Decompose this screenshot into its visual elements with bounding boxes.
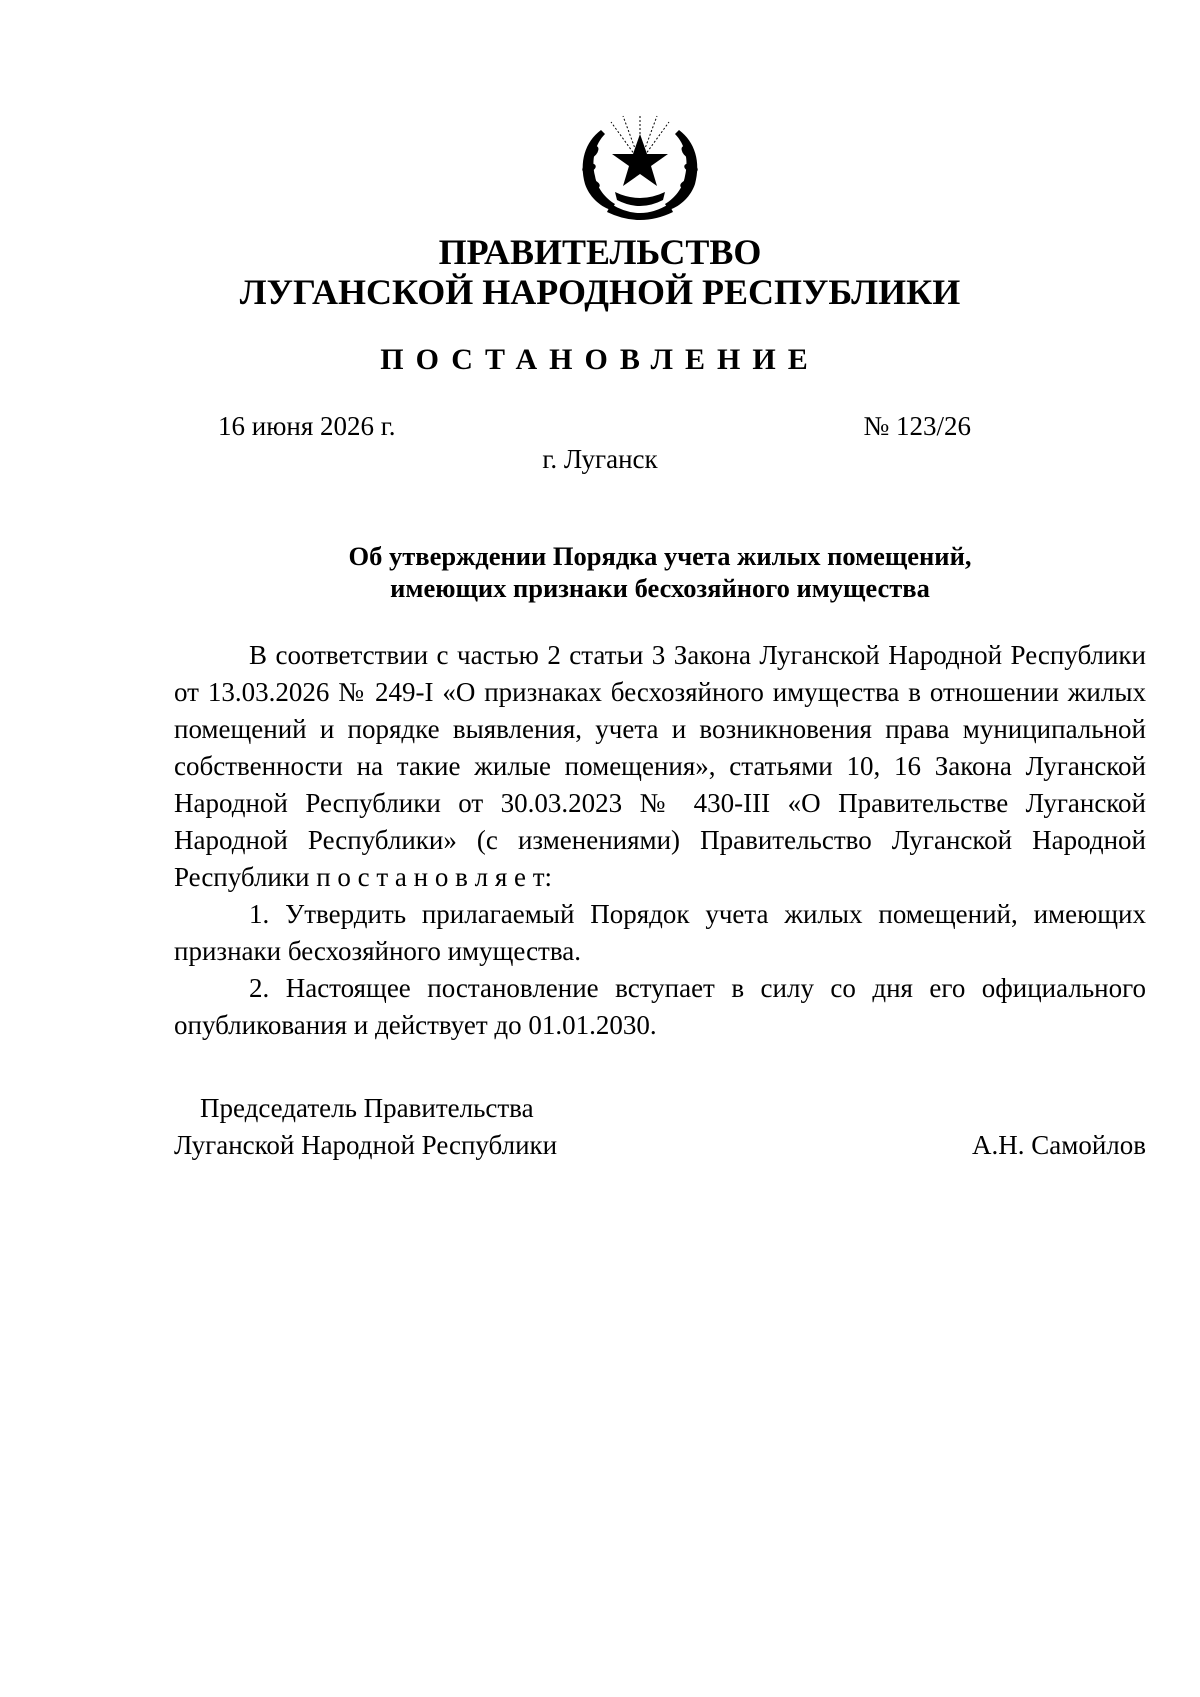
signatory-position <box>174 1090 557 1164</box>
preamble-paragraph <box>174 637 1146 896</box>
position-line2: Луганской Народной Республики <box>174 1130 558 1160</box>
document-date: 16 июня 2026 г. <box>218 411 396 441</box>
government-title-line2: ЛУГАНСКОЙ НАРОДНОЙ РЕСПУБЛИКИ <box>239 272 961 312</box>
document-city: г. Луганск <box>542 444 658 474</box>
item-1: 1. Утвердить прилагаемый Порядок учета жилых помещений, имеющих признаки бесхозяйного имущества. <box>174 899 1146 966</box>
item-2: 2. Настоящее постановление вступает в силу со дня его официального опубликования и действует до 01.01.2030. <box>174 973 1146 1040</box>
document-number: № 123/26 <box>863 411 971 441</box>
government-title-line1: ПРАВИТЕЛЬСТВО <box>438 232 762 272</box>
position-line1: Председатель Правительства <box>200 1093 534 1123</box>
document-type: ПОСТАНОВЛЕНИЕ <box>380 343 820 376</box>
decree-word: п о с т а н о в л я е т: <box>316 862 553 892</box>
document-body <box>174 637 1146 1044</box>
subject-line1: Об утверждении Порядка учета жилых помещений, <box>348 541 972 571</box>
lpr-coat-of-arms-icon <box>571 112 709 222</box>
signatory-name: А.Н. Самойлов <box>972 1130 1146 1160</box>
subject-line2: имеющих признаки бесхозяйного имущества <box>390 573 930 603</box>
preamble-text: В соответствии с частью 2 статьи 3 Закона Луганской Народной Республики от 13.03.2026 № 249-I «О признаках бесхозяйного имущества в отношении жилых помещений и порядке выявления, учета и возникновения права муниципальной собственности на такие жилые помещения», статьями 10, 16 Закона Луганской Народной Республики от 30.03.2023 № 430-III «О Правительстве Луганской Народной Республики» (с изменениями) Правительство Луганской Народной Республики <box>174 640 1146 892</box>
document-subject <box>174 540 1146 604</box>
